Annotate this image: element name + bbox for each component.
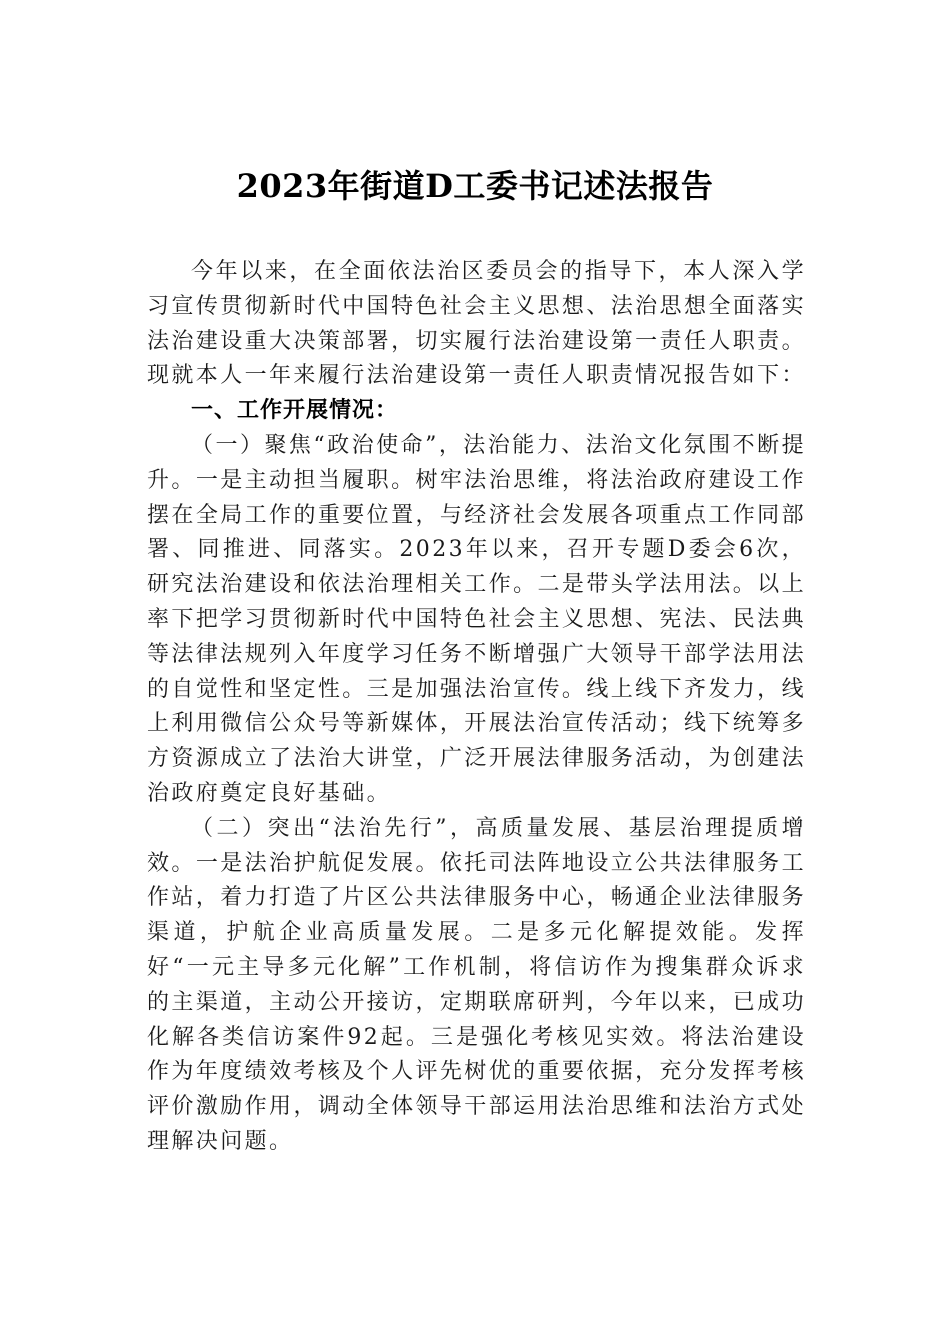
section-heading: 一、工作开展情况： — [191, 398, 399, 424]
intro-paragraph: 今年以来，在全面依法治区委员会的指导下，本人深入学习宣传贯彻新时代中国特色社会主义思想、法治思想全面落实法治建设重大决策部署，切实履行法治建设第一责任人职责。现就本人一年来履行法治建设第一责任人职责情况报告如下： — [147, 259, 806, 389]
document-body — [147, 255, 806, 1160]
document-title: 2023年街道D工委书记述法报告 — [236, 167, 714, 205]
subsection-paragraph-2: （二）突出“法治先行”，高质量发展、基层治理提质增效。一是法治护航促发展。依托司法阵地设立公共法律服务工作站，着力打造了片区公共法律服务中心，畅通企业法律服务渠道，护航企业高质量发展。二是多元化解提效能。发挥好“一元主导多元化解”工作机制，将信访作为搜集群众诉求的主渠道，主动公开接访，定期联席研判，今年以来，已成功化解各类信访案件92起。三是强化考核见实效。将法治建设作为年度绩效考核及个人评先树优的重要依据，充分发挥考核评价激励作用，调动全体领导干部运用法治思维和法治方式处理解决问题。 — [147, 815, 806, 1154]
subsection-paragraph-1: （一）聚焦“政治使命”，法治能力、法治文化氛围不断提升。一是主动担当履职。树牢法治思维，将法治政府建设工作摆在全局工作的重要位置，与经济社会发展各项重点工作同部署、同推进、同落实。2023年以来，召开专题D委会6次，研究法治建设和依法治理相关工作。二是带头学法用法。以上率下把学习贯彻新时代中国特色社会主义思想、宪法、民法典等法律法规列入年度学习任务不断增强广大领导干部学法用法的自觉性和坚定性。三是加强法治宣传。线上线下齐发力，线上利用微信公众号等新媒体，开展法治宣传活动；线下统筹多方资源成立了法治大讲堂，广泛开展法律服务活动，为创建法治政府奠定良好基础。 — [147, 432, 806, 806]
